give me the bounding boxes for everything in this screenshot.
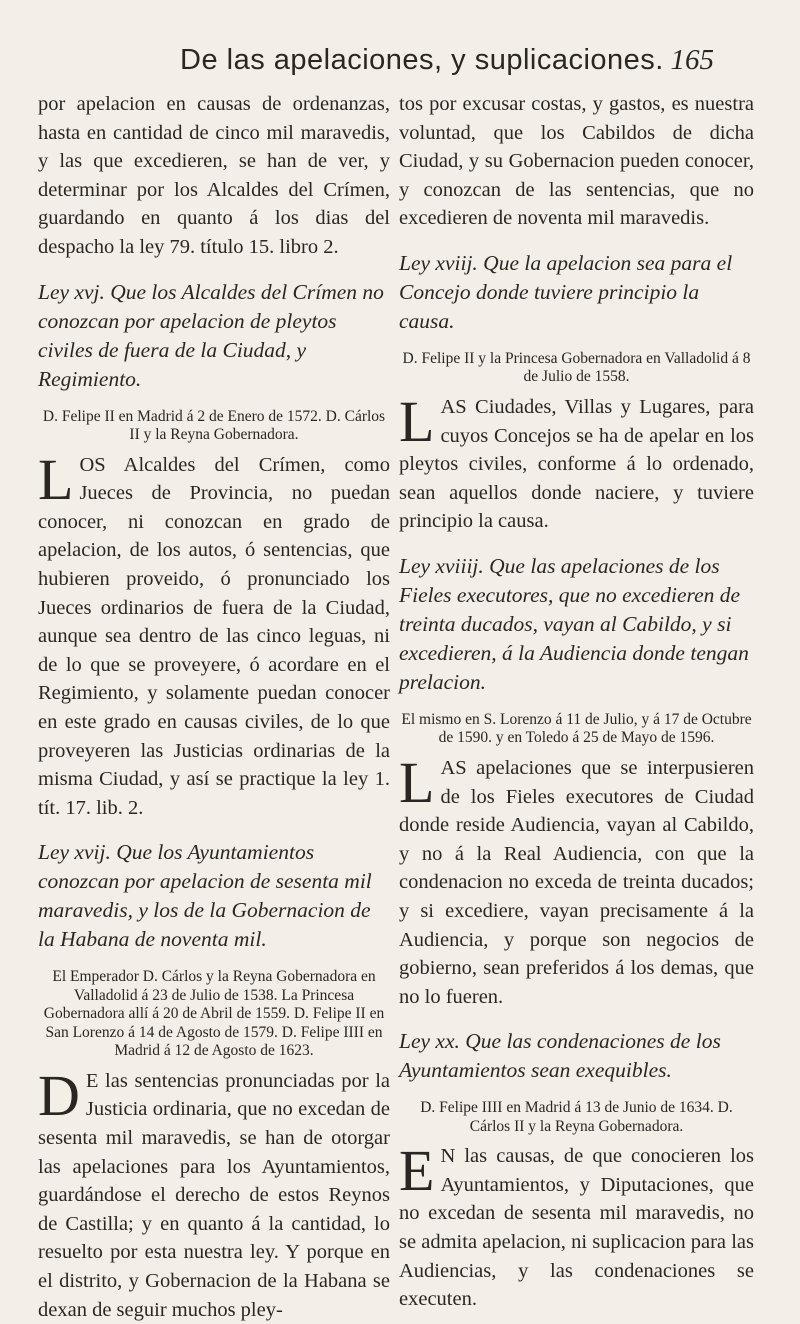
law-text: E las sentencias pronunciadas por la Justicia ordinaria, que no excedan de sesenta mil maravedis, se han de otorgar las apelaciones para los Ayuntamientos, guardándose el derecho de estos Reynos de Castilla; y en quanto á la cantidad, lo resuelto por esta nuestra ley. Y porque en el distrito, y Gobernacion de la Habana se dexan de seguir muchos pley- [38, 1069, 390, 1321]
law-meta: D. Felipe II y la Princesa Gobernadora en Valladolid á 8 de Julio de 1558. [402, 349, 751, 386]
drop-cap: L [399, 388, 435, 454]
law-text: AS Ciudades, Villas y Lugares, para cuyos Concejos se ha de apelar en los pleytos civiles, conforme á lo ordenado, sean aquellos donde naciere, y tuviere principio la causa. [399, 395, 754, 533]
drop-cap: D [38, 1062, 80, 1128]
law-17 [38, 838, 390, 1324]
right-column [399, 90, 754, 1314]
law-meta: El Emperador D. Cárlos y la Reyna Gobernadora en Valladolid á 23 de Julio de 1538. La Princesa Gobernadora allí á 20 de Abril de 1559. D. Felipe II en San Lorenzo á 14 de Agosto de 1579. D. Felipe IIII en Madrid á 12 de Agosto de 1623. [43, 968, 385, 1060]
law-18 [399, 249, 754, 536]
law-19 [399, 552, 754, 1011]
law-20 [399, 1027, 754, 1314]
law-title: Ley xvj. Que los Alcaldes del Crímen no conozcan por apelacion de pleytos civiles de fuera de la Ciudad, y Regimiento. [38, 279, 384, 391]
law-title: Ley xviij. Que la apelacion sea para el Concejo donde tuviere principio la causa. [399, 250, 733, 333]
running-title: De las apelaciones, y suplicaciones. [180, 44, 664, 76]
drop-cap: L [38, 446, 74, 512]
law-title: Ley xvij. Que los Ayuntamientos conozcan por apelacion de sesenta mil maravedis, y los de la Gobernacion de la Habana de noventa mil. [38, 840, 372, 952]
drop-cap: E [399, 1138, 435, 1204]
law-body [399, 1138, 754, 1314]
law-title: Ley xx. Que las condenaciones de los Ayuntamientos sean exequibles. [399, 1029, 721, 1083]
page-number: 165 [670, 44, 714, 76]
law-text: AS apelaciones que se interpusieren de los Fieles executores de Ciudad donde reside Audiencia, vayan al Cabildo, y no á la Real Audiencia, con que la condenacion no exceda de treinta ducados; y si excediere, vayan precisamente á la Audiencia, y porque son negocios de gobierno, sean preferidos á los demas, que no lo fueren. [399, 756, 754, 1008]
law-body [38, 1062, 390, 1324]
law-text: OS Alcaldes del Crímen, como Jueces de Provincia, no puedan conocer, ni conozcan en grado de apelacion, de los autos, ó sentencias, que hubieren proveido, ó pronunciado los Jueces ordinarios de fuera de la Ciudad, aunque sea dentro de las cinco leguas, ni de lo que se proveyere, ó acordare en el Regimiento, y solamente puedan conocer en este grado en causas civiles, de lo que proveyeren las Justicias ordinarias de la misma Ciudad, y así se practique la ley 1. tít. 17. lib. 2. [38, 453, 390, 819]
law-meta: El mismo en S. Lorenzo á 11 de Julio, y á 17 de Octubre de 1590. y en Toledo á 25 de Mayo de 1596. [401, 710, 752, 747]
continuation-paragraph: tos por excusar costas, y gastos, es nuestra voluntad, que los Cabildos de dicha Ciudad, y su Gobernacion pueden conocer, y conozcan de las sentencias, que no excedieren de noventa mil maravedis. [399, 93, 754, 230]
running-head [0, 44, 800, 84]
law-meta: D. Felipe II en Madrid á 2 de Enero de 1572. D. Cárlos II y la Reyna Gobernadora. [42, 407, 386, 444]
law-body [38, 446, 390, 823]
law-meta: D. Felipe IIII en Madrid á 13 de Junio de 1634. D. Cárlos II y la Reyna Gobernadora. [420, 1099, 733, 1135]
law-title: Ley xviiij. Que las apelaciones de los Fieles executores, que no excedieren de treinta ducados, vayan al Cabildo, y si excedieren, á la Audiencia donde tengan prelacion. [399, 553, 749, 694]
left-column [38, 90, 390, 1324]
intro-paragraph: por apelacion en causas de ordenanzas, hasta en cantidad de cinco mil maravedis, y las que excedieren, se han de ver, y determinar por los Alcaldes del Crímen, guardando en quanto á los dias del despacho la ley 79. título 15. libro 2. [38, 93, 390, 258]
drop-cap: L [399, 749, 435, 815]
law-body [399, 749, 754, 1011]
law-body [399, 388, 754, 536]
law-16 [38, 278, 390, 823]
law-text: N las causas, de que conocieren los Ayuntamientos, y Diputaciones, que no excedan de sesenta mil maravedis, no se admita apelacion, ni suplicacion para las Audiencias, y las condenaciones se executen. [399, 1145, 754, 1311]
